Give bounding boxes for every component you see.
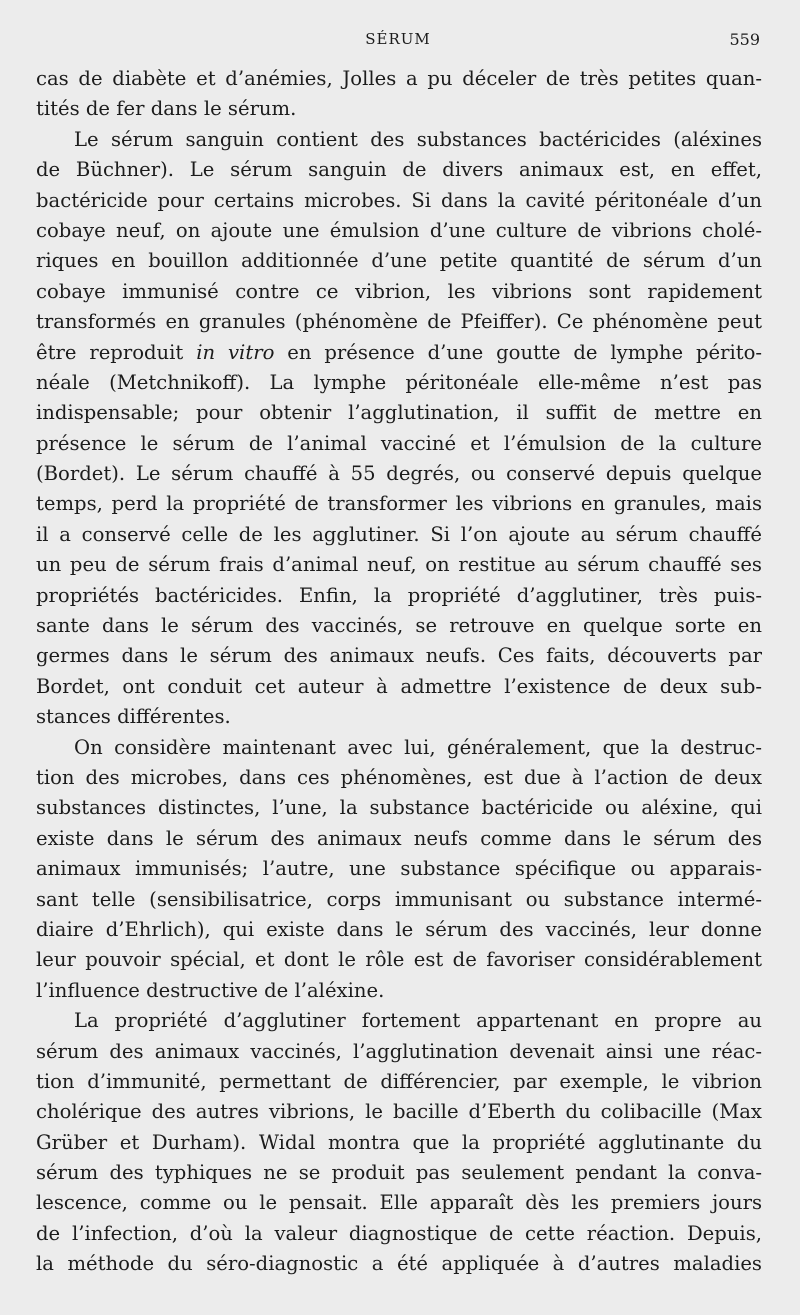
text-line: Le sérum sanguin contient des substances bactéricides (aléxines <box>74 127 762 151</box>
text-line: cholérique des autres vibrions, le bacille d’Eberth du colibacille (Max <box>36 1100 762 1124</box>
text-line: cas de diabète et d’anémies, Jolles a pu déceler de très petites quan- <box>36 67 762 90</box>
text-line: Grüber et Durham). Widal montra que la propriété agglutinante du <box>36 1130 762 1154</box>
text-line: cobaye neuf, on ajoute une émulsion d’une culture de vibrions cholé- <box>36 218 762 242</box>
text-line: bactéricide pour certains microbes. Si dans la cavité péritonéale d’un <box>36 188 762 212</box>
text-line: Bordet, ont conduit cet auteur à admettre l’existence de deux sub- <box>36 674 762 698</box>
text-line: la méthode du séro-diagnostic a été appliquée à d’autres maladies <box>36 1252 762 1276</box>
text-line: un peu de sérum frais d’animal neuf, on restitue au sérum chauffé ses <box>36 553 762 577</box>
text-line: sérum des typhiques ne se produit pas seulement pendant la conva- <box>36 1161 762 1185</box>
text-line: il a conservé celle de les agglutiner. Si l’on ajoute au sérum chauffé <box>36 522 762 546</box>
text-line: (Bordet). Le sérum chauffé à 55 degrés, ou conservé depuis quelque <box>36 462 762 486</box>
text-line: sante dans le sérum des vaccinés, se retrouve en quelque sorte en <box>36 614 762 638</box>
text-line: diaire d’Ehrlich), qui existe dans le sérum des vaccinés, leur donne <box>36 917 762 941</box>
page-number: 559 <box>729 30 760 49</box>
text-line: sérum des animaux vaccinés, l’agglutination devenait ainsi une réac- <box>36 1039 762 1063</box>
text-line: l’influence destructive de l’aléxine. <box>36 978 385 1002</box>
text-line: leur pouvoir spécial, et dont le rôle est de favoriser considérablement <box>36 948 762 972</box>
text-line: stances différentes. <box>36 705 231 729</box>
text-line: de l’infection, d’où la valeur diagnostique de cette réaction. Depuis, <box>36 1221 762 1245</box>
text-line: indispensable; pour obtenir l’agglutination, il suffit de mettre en <box>36 401 762 425</box>
text-line: propriétés bactéricides. Enfin, la propriété d’agglutiner, très puis- <box>36 583 762 607</box>
text-line: être reproduit in vitro en présence d’une goutte de lymphe périto- <box>36 340 762 364</box>
body-text <box>36 64 762 1280</box>
text-line: temps, perd la propriété de transformer les vibrions en granules, mais <box>36 492 762 516</box>
text-line: de Büchner). Le sérum sanguin de divers animaux est, en effet, <box>36 158 762 182</box>
text-line: présence le sérum de l’animal vacciné et l’émulsion de la culture <box>36 431 762 455</box>
text-line: substances distinctes, l’une, la substance bactéricide ou aléxine, qui <box>36 796 762 820</box>
text-line: existe dans le sérum des animaux neufs comme dans le sérum des <box>36 826 762 850</box>
text-line: animaux immunisés; l’autre, une substance spécifique ou apparais- <box>36 857 762 881</box>
text-line: transformés en granules (phénomène de Pfeiffer). Ce phénomène peut <box>36 310 762 334</box>
text-line: lescence, comme ou le pensait. Elle apparaît dès les premiers jours <box>36 1191 762 1215</box>
text-line: La propriété d’agglutiner fortement appartenant en propre au <box>74 1009 762 1033</box>
text-line: germes dans le sérum des animaux neufs. Ces faits, découverts par <box>36 644 762 668</box>
text-line: tion des microbes, dans ces phénomènes, est due à l’action de deux <box>36 765 762 789</box>
running-title: SÉRUM <box>365 30 431 48</box>
text-line: sant telle (sensibilisatrice, corps immunisant ou substance intermé- <box>36 887 762 911</box>
text-line: riques en bouillon additionnée d’une petite quantité de sérum d’un <box>36 249 762 273</box>
text-line: cobaye immunisé contre ce vibrion, les vibrions sont rapidement <box>36 279 762 303</box>
text-line: On considère maintenant avec lui, généralement, que la destruc- <box>74 735 762 759</box>
text-line: tion d’immunité, permettant de différencier, par exemple, le vibrion <box>36 1069 762 1093</box>
page-header <box>36 30 760 54</box>
text-line: néale (Metchnikoff). La lymphe péritonéale elle-même n’est pas <box>36 370 762 394</box>
text-line: tités de fer dans le sérum. <box>36 97 297 121</box>
